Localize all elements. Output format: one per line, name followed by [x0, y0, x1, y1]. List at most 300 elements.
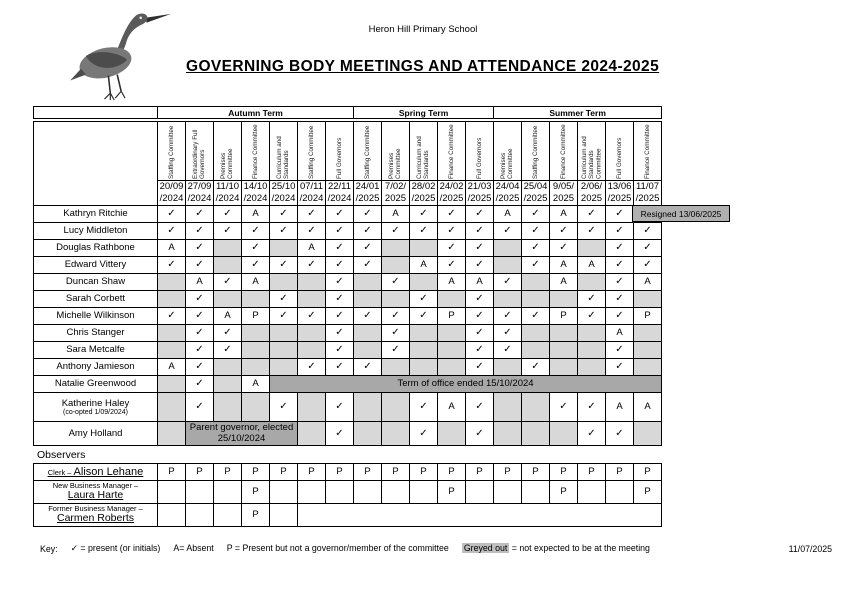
- attendance-cell: [438, 205, 466, 222]
- attendance-cell: A: [550, 256, 578, 273]
- attendance-cell: [382, 307, 410, 324]
- attendance-cell: [354, 256, 382, 273]
- check-mark: ✓: [335, 276, 344, 288]
- attendance-cell: A: [438, 273, 466, 290]
- meeting-date-cell: 07/11 /2024: [298, 181, 326, 206]
- attendance-cell: [494, 222, 522, 239]
- attendance-cell: [410, 341, 438, 358]
- check-mark: ✓: [391, 276, 400, 288]
- attendance-cell: [186, 358, 214, 375]
- check-mark: ✓: [503, 327, 512, 339]
- check-mark: ✓: [643, 242, 652, 254]
- committee-name: Curriculum and Standards: [416, 136, 431, 179]
- attendance-cell: [466, 358, 494, 375]
- observer-attendance-cell: P: [242, 480, 270, 503]
- governor-name: Chris Stanger: [66, 327, 125, 339]
- check-mark: ✓: [223, 276, 232, 288]
- attendance-cell: [382, 273, 410, 290]
- check-mark: ✓: [615, 344, 624, 356]
- meeting-date-cell: 2/06/ 2025: [578, 181, 606, 206]
- meeting-date-cell: 14/10 /2024: [242, 181, 270, 206]
- observer-attendance-cell: [298, 480, 326, 503]
- attendance-cell: A: [634, 273, 662, 290]
- attendance-cell: [410, 307, 438, 324]
- committee-name: Full Governors: [475, 137, 483, 179]
- attendance-cell: [578, 205, 606, 222]
- attendance-cell: [410, 358, 438, 375]
- attendance-cell: [382, 290, 410, 307]
- check-mark: ✓: [335, 310, 344, 322]
- check-mark: ✓: [307, 208, 316, 220]
- attendance-cell: [494, 341, 522, 358]
- meeting-date-cell: 7/02/ 2025: [382, 181, 410, 206]
- governor-name-cell: [34, 307, 158, 324]
- attendance-cell: [326, 324, 354, 341]
- attendance-cell: [410, 324, 438, 341]
- attendance-cell: [270, 239, 298, 256]
- check-mark: ✓: [335, 259, 344, 271]
- observer-attendance-cell: P: [298, 463, 326, 480]
- attendance-content: [33, 106, 722, 527]
- governor-name: Natalie Greenwood: [54, 378, 137, 390]
- observer-attendance-cell: [410, 480, 438, 503]
- check-mark: ✓: [363, 225, 372, 237]
- attendance-cell: [214, 239, 242, 256]
- attendance-cell: [214, 256, 242, 273]
- observer-attendance-cell: P: [606, 463, 634, 480]
- attendance-cell: [354, 358, 382, 375]
- attendance-cell: [326, 222, 354, 239]
- committee-header-cell: [354, 122, 382, 181]
- observer-attendance-cell: P: [326, 463, 354, 480]
- attendance-cell: [270, 205, 298, 222]
- committee-header-cell: [578, 122, 606, 181]
- attendance-cell: [270, 392, 298, 421]
- attendance-cell: [326, 392, 354, 421]
- attendance-cell: [186, 239, 214, 256]
- attendance-cell: [354, 290, 382, 307]
- attendance-cell: [550, 358, 578, 375]
- observer-attendance-cell: [326, 480, 354, 503]
- attendance-cell: [214, 205, 242, 222]
- attendance-cell: [410, 421, 438, 445]
- observer-attendance-cell: P: [466, 463, 494, 480]
- observer-name-cell: [34, 480, 158, 503]
- check-mark: ✓: [195, 293, 204, 305]
- attendance-cell: A: [298, 239, 326, 256]
- key-items: [71, 543, 663, 554]
- committee-header-cell: [550, 122, 578, 181]
- attendance-cell: [326, 256, 354, 273]
- check-mark: ✓: [279, 310, 288, 322]
- check-mark: ✓: [195, 401, 204, 413]
- attendance-cell: [522, 341, 550, 358]
- term-label-1: Autumn Term: [158, 107, 354, 119]
- attendance-cell: [186, 222, 214, 239]
- check-mark: ✓: [195, 242, 204, 254]
- attendance-cell: [606, 358, 634, 375]
- observer-attendance-cell: [466, 480, 494, 503]
- check-mark: ✓: [167, 259, 176, 271]
- attendance-cell: A: [578, 256, 606, 273]
- check-mark: ✓: [335, 361, 344, 373]
- observer-name-cell: [34, 503, 158, 526]
- check-mark: ✓: [447, 242, 456, 254]
- attendance-cell: [242, 341, 270, 358]
- attendance-cell: [354, 205, 382, 222]
- observer-attendance-cell: [354, 480, 382, 503]
- governor-name-cell: [34, 375, 158, 392]
- check-mark: ✓: [335, 242, 344, 254]
- observer-attendance-cell: P: [158, 463, 186, 480]
- attendance-cell: [466, 239, 494, 256]
- check-mark: ✓: [307, 361, 316, 373]
- attendance-cell: [578, 324, 606, 341]
- attendance-cell: [158, 256, 186, 273]
- check-mark: ✓: [195, 310, 204, 322]
- governor-name: Katherine Haley: [61, 397, 130, 409]
- attendance-cell: [214, 375, 242, 392]
- observer-attendance-cell: P: [438, 463, 466, 480]
- observer-role: Former Business Manager –: [48, 503, 143, 513]
- check-mark: ✓: [223, 344, 232, 356]
- check-mark: ✓: [167, 310, 176, 322]
- attendance-cell: [158, 222, 186, 239]
- attendance-cell: [522, 392, 550, 421]
- note-cell: [270, 375, 662, 392]
- check-mark: ✓: [223, 327, 232, 339]
- observer-role: Clerk –: [47, 467, 74, 477]
- attendance-cell: [606, 307, 634, 324]
- attendance-cell: [158, 205, 186, 222]
- observer-attendance-cell: P: [382, 463, 410, 480]
- observer-attendance-cell: [214, 503, 242, 526]
- governor-name-cell: [34, 324, 158, 341]
- attendance-cell: [186, 375, 214, 392]
- meeting-date-cell: 28/02 /2025: [410, 181, 438, 206]
- governor-name: Sarah Corbett: [65, 293, 126, 305]
- attendance-cell: [494, 239, 522, 256]
- attendance-cell: A: [550, 273, 578, 290]
- attendance-cell: [382, 222, 410, 239]
- check-mark: ✓: [279, 225, 288, 237]
- committee-header-cell: [634, 122, 662, 181]
- attendance-cell: [494, 358, 522, 375]
- committee-header-cell: [410, 122, 438, 181]
- committee-name: Finance Committee: [447, 124, 455, 179]
- check-mark: ✓: [475, 242, 484, 254]
- observer-row: [34, 503, 662, 526]
- check-mark: ✓: [615, 293, 624, 305]
- check-mark: ✓: [279, 259, 288, 271]
- attendance-cell: [522, 324, 550, 341]
- attendance-cell: [326, 273, 354, 290]
- attendance-cell: [438, 341, 466, 358]
- check-mark: ✓: [363, 361, 372, 373]
- attendance-cell: [578, 341, 606, 358]
- committee-header-cell: [214, 122, 242, 181]
- attendance-cell: [634, 421, 662, 445]
- check-mark: ✓: [475, 208, 484, 220]
- check-mark: ✓: [615, 208, 624, 220]
- attendance-cell: [158, 341, 186, 358]
- attendance-cell: A: [634, 392, 662, 421]
- committee-header-cell: [242, 122, 270, 181]
- attendance-table: [33, 121, 722, 446]
- check-mark: ✓: [167, 208, 176, 220]
- attendance-cell: A: [214, 307, 242, 324]
- committee-header-cell: [158, 122, 186, 181]
- check-mark: ✓: [195, 344, 204, 356]
- attendance-cell: A: [438, 392, 466, 421]
- attendance-cell: [270, 307, 298, 324]
- committee-header-cell: [382, 122, 410, 181]
- governor-name: Edward Vittery: [64, 259, 127, 271]
- attendance-cell: [326, 239, 354, 256]
- note-text: 25/10/2024: [217, 433, 266, 445]
- attendance-cell: [494, 273, 522, 290]
- observer-attendance-cell: P: [410, 463, 438, 480]
- check-mark: ✓: [531, 225, 540, 237]
- term-label-3: Summer Term: [494, 107, 662, 119]
- attendance-cell: [438, 256, 466, 273]
- attendance-cell: [522, 358, 550, 375]
- observer-attendance-cell: [186, 480, 214, 503]
- attendance-cell: [354, 273, 382, 290]
- governor-name-cell: [34, 205, 158, 222]
- attendance-cell: P: [242, 307, 270, 324]
- governor-name: Lucy Middleton: [63, 225, 128, 237]
- meeting-date-cell: 24/02 /2025: [438, 181, 466, 206]
- observer-attendance-cell: [494, 480, 522, 503]
- attendance-cell: [550, 222, 578, 239]
- attendance-cell: [158, 307, 186, 324]
- key-item: Greyed out = not expected to be at the meeting: [463, 543, 650, 553]
- check-mark: ✓: [531, 310, 540, 322]
- check-mark: ✓: [335, 225, 344, 237]
- check-mark: ✓: [615, 361, 624, 373]
- attendance-cell: [466, 341, 494, 358]
- check-mark: ✓: [503, 310, 512, 322]
- empty-filler: [298, 503, 662, 526]
- check-mark: ✓: [447, 225, 456, 237]
- observer-attendance-cell: P: [494, 463, 522, 480]
- attendance-cell: [242, 256, 270, 273]
- attendance-cell: [186, 205, 214, 222]
- observer-attendance-cell: P: [186, 463, 214, 480]
- attendance-cell: [298, 273, 326, 290]
- attendance-cell: [298, 358, 326, 375]
- attendance-cell: [214, 324, 242, 341]
- attendance-cell: [578, 358, 606, 375]
- committee-header-cell: [438, 122, 466, 181]
- observer-attendance-cell: P: [214, 463, 242, 480]
- note-text: Parent governor, elected: [189, 421, 294, 433]
- check-mark: ✓: [615, 225, 624, 237]
- attendance-cell: [382, 392, 410, 421]
- observer-attendance-cell: P: [634, 463, 662, 480]
- attendance-cell: [354, 239, 382, 256]
- attendance-cell: [270, 324, 298, 341]
- check-mark: ✓: [447, 259, 456, 271]
- governor-name-cell: [34, 222, 158, 239]
- check-mark: ✓: [503, 276, 512, 288]
- governor-row: [34, 256, 662, 273]
- check-mark: ✓: [643, 225, 652, 237]
- attendance-cell: [354, 222, 382, 239]
- attendance-cell: [466, 256, 494, 273]
- attendance-cell: [410, 239, 438, 256]
- governor-row: [34, 358, 662, 375]
- attendance-cell: [242, 324, 270, 341]
- term-header-row: [34, 107, 662, 119]
- attendance-cell: [242, 392, 270, 421]
- attendance-cell: [634, 256, 662, 273]
- attendance-cell: [354, 421, 382, 445]
- check-mark: ✓: [531, 259, 540, 271]
- attendance-cell: [382, 256, 410, 273]
- observer-attendance-cell: [606, 480, 634, 503]
- check-mark: ✓: [447, 208, 456, 220]
- governor-name-cell: [34, 256, 158, 273]
- attendance-cell: A: [550, 205, 578, 222]
- attendance-cell: [354, 392, 382, 421]
- attendance-cell: [186, 256, 214, 273]
- page-title: GOVERNING BODY MEETINGS AND ATTENDANCE 2024-2025: [186, 58, 660, 75]
- attendance-cell: [298, 290, 326, 307]
- meeting-date-cell: 25/10 /2024: [270, 181, 298, 206]
- key-item: P = Present but not a governor/member of the committee: [226, 543, 449, 553]
- meeting-date-cell: 9/05/ 2025: [550, 181, 578, 206]
- committee-header-cell: [522, 122, 550, 181]
- attendance-cell: [578, 421, 606, 445]
- committee-header-cell: [606, 122, 634, 181]
- governor-name-cell: [34, 421, 158, 445]
- attendance-cell: [466, 222, 494, 239]
- observer-attendance-cell: [270, 503, 298, 526]
- governor-row: [34, 290, 662, 307]
- check-mark: ✓: [643, 259, 652, 271]
- attendance-cell: [354, 307, 382, 324]
- committee-header-row: [34, 122, 662, 181]
- governor-name: Duncan Shaw: [65, 276, 126, 288]
- check-mark: ✓: [335, 401, 344, 413]
- observer-attendance-cell: P: [550, 480, 578, 503]
- attendance-cell: [326, 307, 354, 324]
- meeting-date-cell: 13/06 /2025: [606, 181, 634, 206]
- attendance-cell: [382, 239, 410, 256]
- attendance-cell: [186, 341, 214, 358]
- attendance-cell: [550, 290, 578, 307]
- check-mark: ✓: [587, 401, 596, 413]
- attendance-cell: [606, 341, 634, 358]
- observer-name-cell: [34, 463, 158, 480]
- term-blank-cell: [34, 107, 158, 119]
- attendance-cell: [326, 341, 354, 358]
- attendance-cell: [606, 290, 634, 307]
- observers-table: [33, 463, 662, 527]
- attendance-cell: [214, 358, 242, 375]
- key-prefix: Key:: [40, 543, 58, 554]
- check-mark: ✓: [475, 427, 484, 439]
- attendance-cell: [298, 222, 326, 239]
- check-mark: ✓: [363, 310, 372, 322]
- attendance-cell: A: [158, 358, 186, 375]
- governor-name: Sara Metcalfe: [66, 344, 125, 356]
- committee-name: Finance Committee: [643, 124, 651, 179]
- governor-name: Kathryn Ritchie: [63, 208, 128, 220]
- attendance-cell: [270, 222, 298, 239]
- attendance-cell: [298, 341, 326, 358]
- attendance-cell: [270, 256, 298, 273]
- observer-attendance-cell: P: [242, 503, 270, 526]
- attendance-cell: [214, 341, 242, 358]
- check-mark: ✓: [335, 344, 344, 356]
- observer-attendance-cell: [186, 503, 214, 526]
- attendance-cell: [522, 290, 550, 307]
- observer-name: Alison Lehane: [73, 465, 144, 478]
- attendance-cell: A: [242, 375, 270, 392]
- governor-row: [34, 205, 662, 222]
- meeting-date-cell: 21/03 /2025: [466, 181, 494, 206]
- attendance-cell: [326, 290, 354, 307]
- attendance-cell: [354, 324, 382, 341]
- attendance-cell: [634, 205, 722, 222]
- attendance-cell: [522, 256, 550, 273]
- attendance-cell: [382, 421, 410, 445]
- attendance-cell: [494, 421, 522, 445]
- committee-name: Staffing Committee: [531, 125, 539, 179]
- attendance-cell: [186, 324, 214, 341]
- attendance-cell: [550, 421, 578, 445]
- attendance-cell: [214, 392, 242, 421]
- check-mark: ✓: [419, 310, 428, 322]
- meeting-date-cell: 24/04 /2025: [494, 181, 522, 206]
- footer-date: 11/07/2025: [788, 543, 832, 554]
- committee-name: Staffing Committee: [307, 125, 315, 179]
- attendance-cell: [466, 307, 494, 324]
- attendance-cell: [158, 273, 186, 290]
- attendance-cell: [578, 307, 606, 324]
- attendance-cell: [522, 307, 550, 324]
- attendance-cell: A: [410, 256, 438, 273]
- meeting-date-cell: 25/04 /2025: [522, 181, 550, 206]
- check-mark: ✓: [391, 344, 400, 356]
- check-mark: ✓: [167, 225, 176, 237]
- attendance-cell: [634, 341, 662, 358]
- governor-name-cell: [34, 273, 158, 290]
- governor-name: Amy Holland: [68, 427, 123, 439]
- meeting-date-cell: 20/09 /2024: [158, 181, 186, 206]
- check-mark: ✓: [475, 225, 484, 237]
- observer-attendance-cell: [522, 480, 550, 503]
- check-mark: ✓: [223, 208, 232, 220]
- attendance-cell: [634, 358, 662, 375]
- attendance-cell: [494, 256, 522, 273]
- committee-header-cell: [186, 122, 214, 181]
- attendance-cell: [606, 239, 634, 256]
- attendance-cell: [578, 222, 606, 239]
- governor-name: Anthony Jamieson: [56, 361, 135, 373]
- check-mark: ✓: [559, 401, 568, 413]
- attendance-cell: [606, 273, 634, 290]
- attendance-cell: [634, 290, 662, 307]
- attendance-cell: [410, 222, 438, 239]
- governor-row: [34, 307, 662, 324]
- check-mark: ✓: [307, 225, 316, 237]
- attendance-cell: [466, 290, 494, 307]
- attendance-cell: [382, 358, 410, 375]
